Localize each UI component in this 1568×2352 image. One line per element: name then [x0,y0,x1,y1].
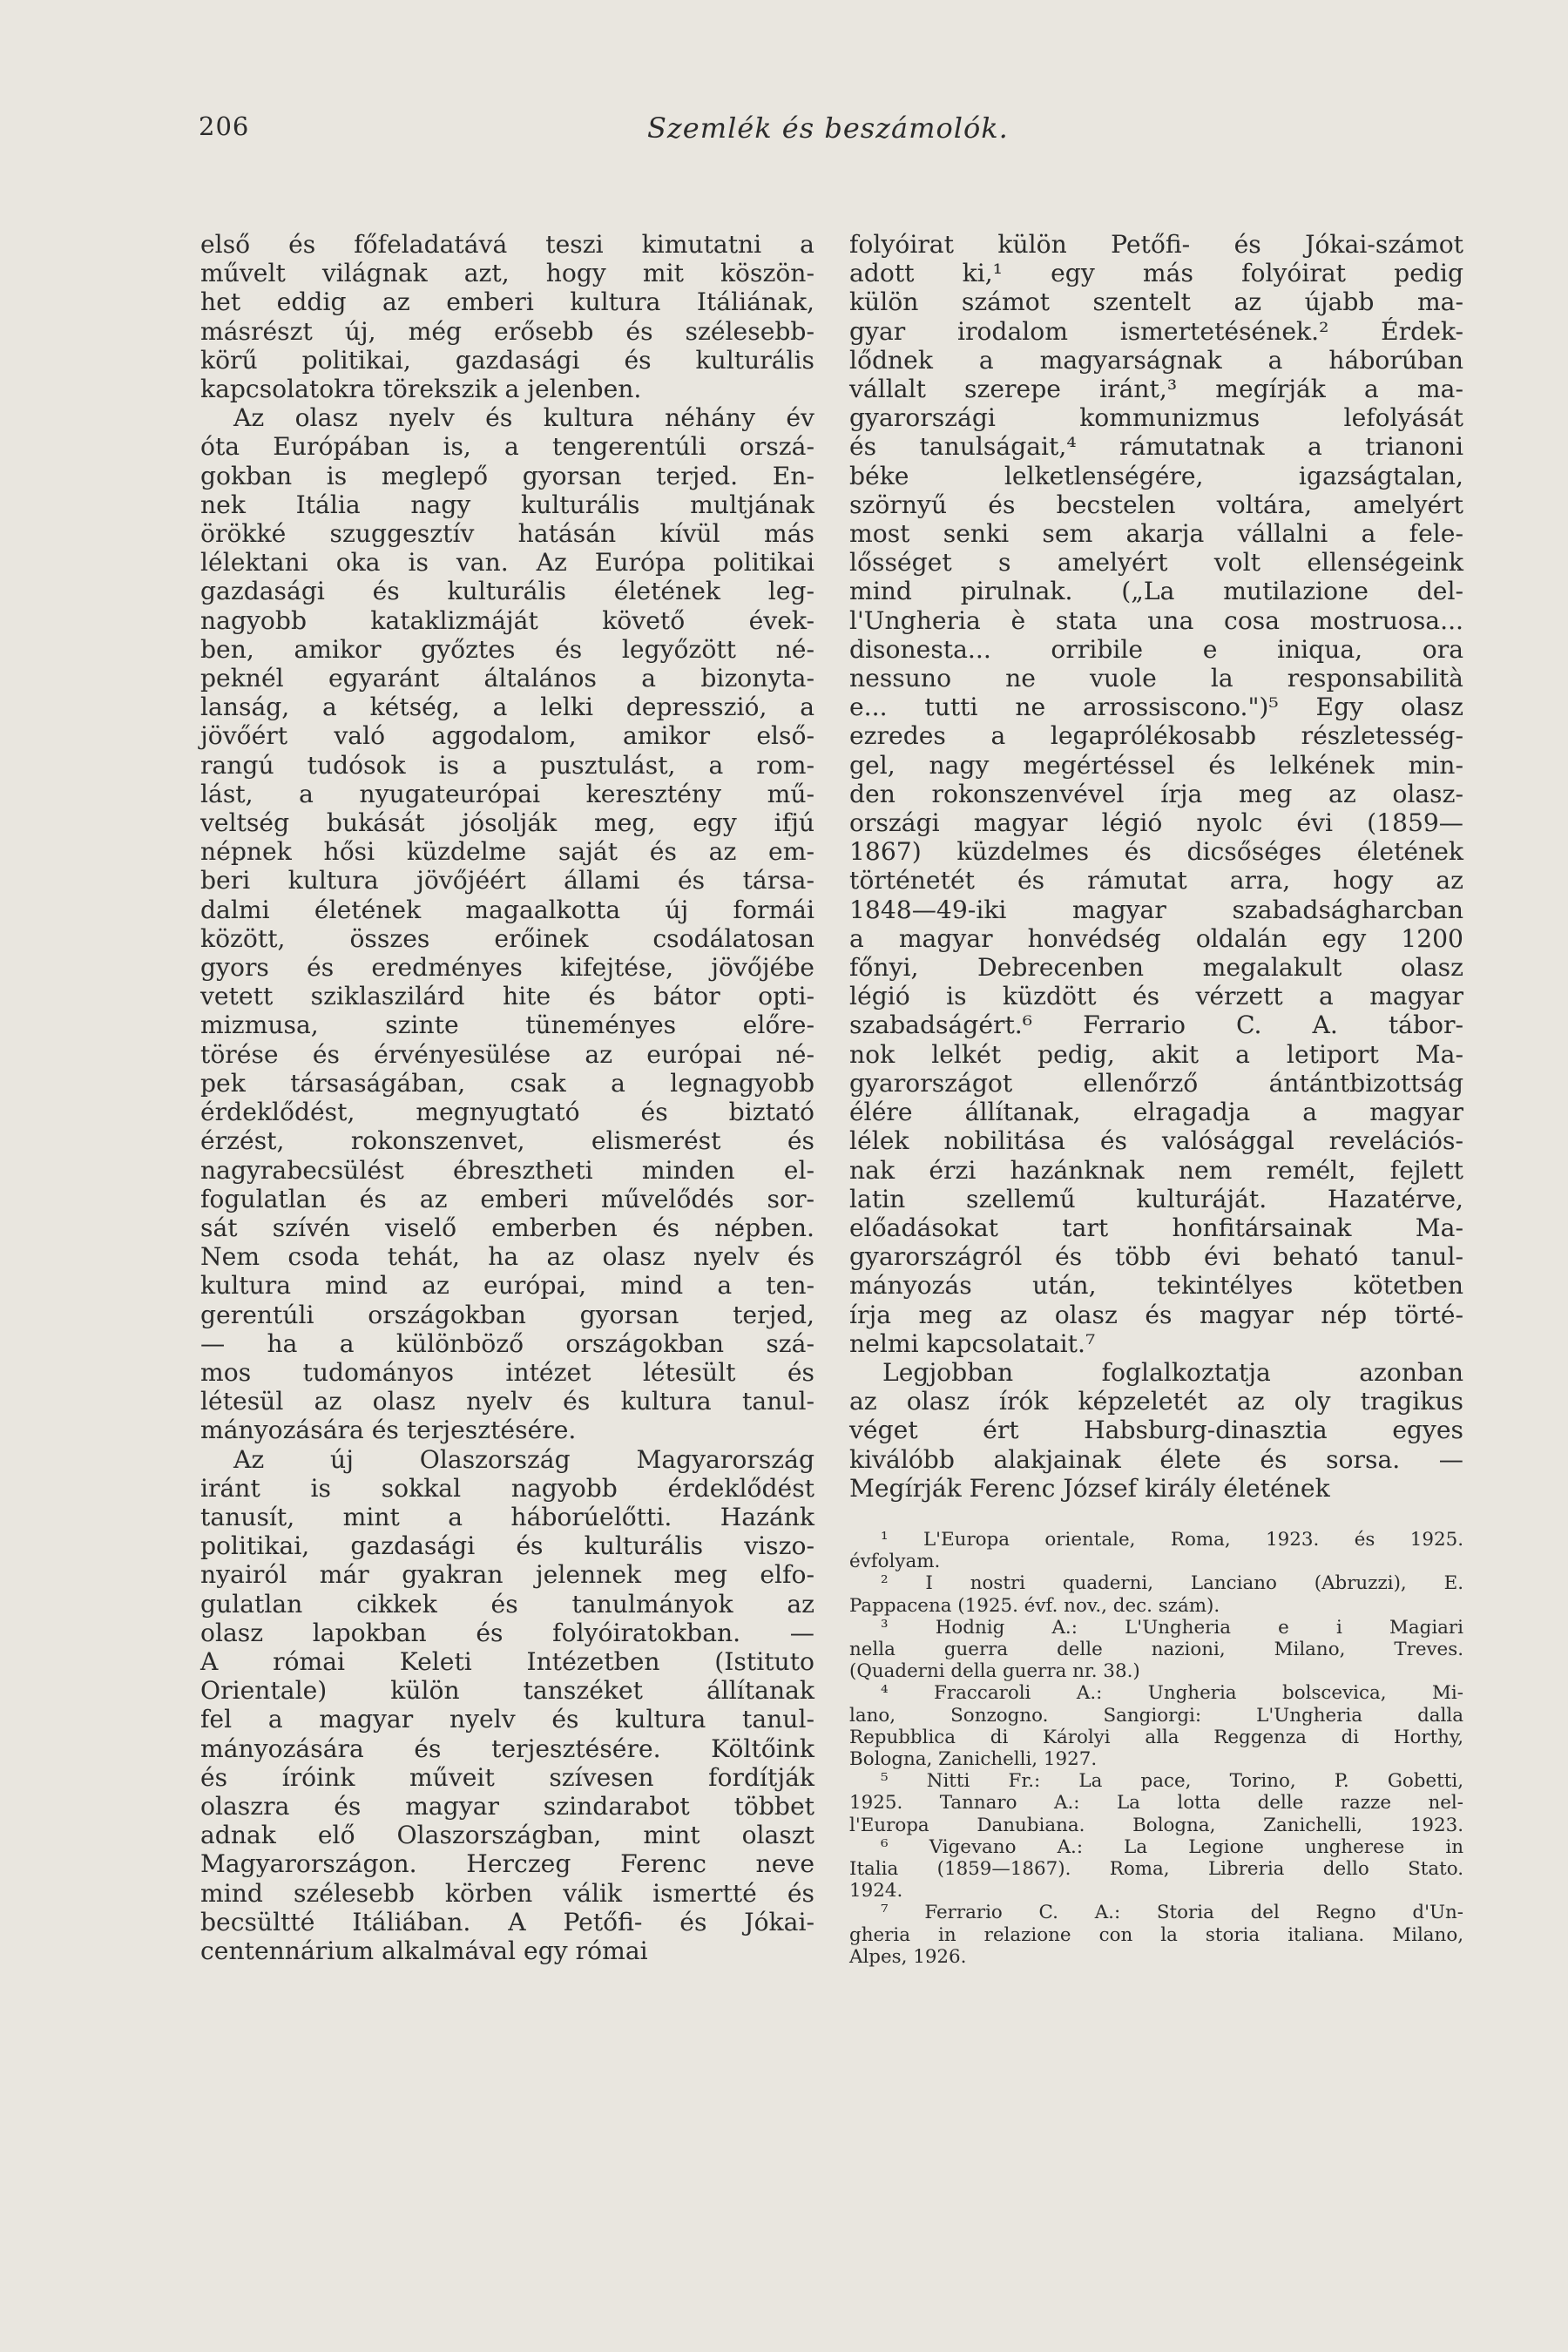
text-line: gyarországot ellenőrző ántántbizottság [849,1068,1463,1098]
text-line: folyóirat külön Petőfi- és Jókai-számot [849,230,1463,259]
footnote-line: 1925. Tannaro A.: La lotta delle razze nel- [849,1792,1463,1815]
text-line: gerentúli országokban gyorsan terjed, [200,1300,814,1329]
footnotes [849,1529,1463,1968]
running-title: Szemlék és beszámolók. [647,112,1009,145]
text-line: lélektani oka is van. Az Európa politikai [200,548,814,578]
text-line: gyarországi kommunizmus lefolyását [849,403,1463,433]
text-line: másrészt új, még erősebb és szélesebb- [200,316,814,346]
footnote-line: ⁴ Fraccaroli A.: Ungheria bolscevica, Mi- [881,1682,1463,1705]
text-line: latin szellemű kulturáját. Hazatérve, [849,1184,1463,1213]
text-line: létesül az olasz nyelv és kultura tanul- [200,1387,814,1416]
text-line: fogulatlan és az emberi művelődés sor- [200,1184,814,1213]
text-line: adott ki,¹ egy más folyóirat pedig [849,259,1463,288]
text-line: het eddig az emberi kultura Itáliának, [200,287,814,317]
footnote-line: Repubblica di Károlyi alla Reggenza di Horthy, [849,1726,1463,1748]
text-line: nek Itália nagy kulturális multjának [200,490,814,519]
footnote-line: ⁶ Vigevano A.: La Legione ungherese in [881,1835,1463,1858]
text-line: mizmusa, szinte tüneményes előre- [200,1010,814,1040]
text-line: nok lelkét pedig, akit a letiport Ma- [849,1039,1463,1069]
text-line: jövőért való aggodalom, amikor első- [200,721,814,751]
text-line: pek társaságában, csak a legnagyobb [200,1068,814,1098]
text-line: sát szívén viselő emberben és népben. [200,1213,814,1242]
text-line: lősséget s amelyért volt ellenségeink [849,548,1463,578]
text-line: első és főfeladatává teszi kimutatni a [200,230,814,259]
text-line: élére állítanak, elragadja a magyar [849,1098,1463,1127]
text-line: és íróink műveit szívesen fordítják [200,1762,814,1792]
text-line: a magyar honvédség oldalán egy 1200 [849,923,1463,953]
text-line: nyairól már gyakran jelennek meg elfo- [200,1560,814,1590]
text-line: ben, amikor győztes és legyőzött né- [200,634,814,664]
text-line: fel a magyar nyelv és kultura tanul- [200,1705,814,1734]
text-line: A római Keleti Intézetben (Istituto [200,1646,814,1676]
text-line: nak érzi hazánknak nem remélt, fejlett [849,1155,1463,1185]
text-line: dalmi életének magaalkotta új formái [200,895,814,924]
footnote-line: ² I nostri quaderni, Lanciano (Abruzzi), E. [881,1572,1463,1595]
text-line: között, összes erőinek csodálatosan [200,923,814,953]
text-line: vetett sziklaszilárd hite és bátor opti- [200,982,814,1011]
footnote-line: gheria in relazione con la storia italiana. Milano, [849,1923,1463,1946]
text-line: kultura mind az európai, mind a ten- [200,1271,814,1301]
footnote-line: lano, Sonzogno. Sangiorgi: L'Ungheria dalla [849,1704,1463,1727]
right-column-text [849,230,1463,1503]
text-line: Legjobban foglalkoztatja azonban [882,1357,1463,1387]
text-line: lélek nobilitása és valósággal revelációs- [849,1126,1463,1156]
text-line: légió is küzdött és vérzett a magyar [849,982,1463,1011]
text-line: törése és érvényesülése az európai né- [200,1039,814,1069]
text-line: mányozására és terjesztésére. Költőink [200,1734,814,1763]
text-line: Az új Olaszország Magyarország [233,1444,814,1474]
footnote-line: ¹ L'Europa orientale, Roma, 1923. és 1925. [881,1528,1463,1551]
text-line: — ha a különböző országokban szá- [200,1328,814,1358]
text-line: mányozására és terjesztésére. [200,1416,577,1445]
text-line: külön számot szentelt az újabb ma- [849,287,1463,317]
footnote-line: ⁵ Nitti Fr.: La pace, Torino, P. Gobetti, [881,1770,1463,1793]
text-line: nagyrabecsülést ébresztheti minden el- [200,1155,814,1185]
footnote-line: ³ Hodnig A.: L'Ungheria e i Magiari [881,1616,1463,1639]
text-line: becsültté Itáliában. A Petőfi- és Jókai- [200,1907,814,1936]
footnote-line: 1924. [849,1880,903,1903]
text-line: gazdasági és kulturális életének leg- [200,577,814,606]
page-number: 206 [199,112,250,141]
text-line: kiválóbb alakjainak élete és sorsa. — [849,1444,1463,1474]
text-line: peknél egyaránt általános a bizonyta- [200,664,814,693]
text-line: rangú tudósok is a pusztulást, a rom- [200,750,814,780]
text-line: gel, nagy megértéssel és lelkének min- [849,750,1463,780]
footnote-line: (Quaderni della guerra nr. 38.) [849,1660,1140,1683]
footnote-line: l'Europa Danubiana. Bologna, Zanichelli, 1923. [849,1814,1463,1836]
text-line: disonesta... orribile e iniqua, ora [849,634,1463,664]
text-line: országi magyar légió nyolc évi (1859— [849,808,1463,838]
footnote-line: Pappacena (1925. évf. nov., dec. szám). [849,1594,1220,1617]
text-line: centennárium alkalmával egy római [200,1936,648,1965]
text-line: nelmi kapcsolatait.⁷ [849,1328,1096,1358]
left-column-text [200,230,814,1965]
text-line: Megírják Ferenc József király életének [849,1473,1330,1503]
text-line: Orientale) külön tanszéket állítanak [200,1676,814,1706]
text-line: népnek hősi küzdelme saját és az em- [200,837,814,867]
text-line: 1848—49-iki magyar szabadságharcban [849,895,1463,924]
left-column [200,230,814,1965]
text-line: művelt világnak azt, hogy mit köszön- [200,259,814,288]
text-line: óta Európában is, a tengerentúli orszá- [200,432,814,462]
page-header [199,112,1453,153]
text-line: és tanulságait,⁴ rámutatnak a trianoni [849,432,1463,462]
text-line: Nem csoda tehát, ha az olasz nyelv és [200,1242,814,1272]
text-line: gyors és eredményes kifejtése, jövőjébe [200,953,814,983]
footnote-line: évfolyam. [849,1551,941,1573]
right-column [849,230,1463,1968]
text-line: körű politikai, gazdasági és kulturális [200,345,814,375]
text-line: olasz lapokban és folyóiratokban. — [200,1618,814,1647]
text-line: gulatlan cikkek és tanulmányok az [200,1589,814,1619]
text-line: írja meg az olasz és magyar nép törté- [849,1300,1463,1329]
text-line: beri kultura jövőjéért állami és társa- [200,866,814,896]
text-line: nessuno ne vuole la responsabilità [849,664,1463,693]
text-line: l'Ungheria è stata una cosa mostruosa... [849,605,1463,635]
footnote-line: nella guerra delle nazioni, Milano, Treves. [849,1638,1463,1660]
footnote-line: Alpes, 1926. [849,1945,967,1968]
footnote-line: ⁷ Ferrario C. A.: Storia del Regno d'Un- [881,1902,1463,1924]
text-line: nagyobb kataklizmáját követő évek- [200,605,814,635]
text-line: olaszra és magyar szindarabot többet [200,1791,814,1821]
text-line: béke lelketlenségére, igazságtalan, [849,461,1463,490]
text-line: tanusít, mint a háborúelőtti. Hazánk [200,1502,814,1531]
text-line: érzést, rokonszenvet, elismerést és [200,1126,814,1156]
text-line: mányozás után, tekintélyes kötetben [849,1271,1463,1301]
text-line: 1867) küzdelmes és dicsőséges életének [849,837,1463,867]
text-line: gyarországról és több évi beható tanul- [849,1242,1463,1272]
text-line: lődnek a magyarságnak a háborúban [849,345,1463,375]
text-line: szörnyű és becstelen voltára, amelyért [849,490,1463,519]
text-line: Magyarországon. Herczeg Ferenc neve [200,1849,814,1879]
text-line: gokban is meglepő gyorsan terjed. En- [200,461,814,490]
text-line: ezredes a legaprólékosabb részletesség- [849,721,1463,751]
text-line: mind pirulnak. („La mutilazione del- [849,577,1463,606]
text-line: mos tudományos intézet létesült és [200,1357,814,1387]
text-line: e... tutti ne arrossiscono.")⁵ Egy olasz [849,693,1463,722]
footnote-line: Bologna, Zanichelli, 1927. [849,1747,1098,1770]
text-line: mind szélesebb körben válik ismertté és [200,1878,814,1908]
text-line: iránt is sokkal nagyobb érdeklődést [200,1473,814,1503]
text-line: történetét és rámutat arra, hogy az [849,866,1463,896]
text-line: vállalt szerepe iránt,³ megírják a ma- [849,375,1463,404]
text-line: veltség bukását jósolják meg, egy ifjú [200,808,814,838]
text-line: örökké szuggesztív hatásán kívül más [200,519,814,549]
footnote-line: Italia (1859—1867). Roma, Libreria dello Stato. [849,1857,1463,1880]
text-line: érdeklődést, megnyugtató és biztató [200,1098,814,1127]
text-line: politikai, gazdasági és kulturális viszo- [200,1531,814,1561]
text-line: adnak elő Olaszországban, mint olaszt [200,1821,814,1850]
text-line: most senki sem akarja vállalni a fele- [849,519,1463,549]
text-line: lást, a nyugateurópai keresztény mű- [200,779,814,808]
text-line: lanság, a kétség, a lelki depresszió, a [200,693,814,722]
text-line: az olasz írók képzeletét az oly tragikus [849,1387,1463,1416]
text-line: előadásokat tart honfitársainak Ma- [849,1213,1463,1242]
text-line: véget ért Habsburg-dinasztia egyes [849,1416,1463,1445]
text-line: gyar irodalom ismertetésének.² Érdek- [849,316,1463,346]
text-line: szabadságért.⁶ Ferrario C. A. tábor- [849,1010,1463,1040]
text-line: Az olasz nyelv és kultura néhány év [233,403,814,433]
text-line: kapcsolatokra törekszik a jelenben. [200,375,642,404]
text-line: főnyi, Debrecenben megalakult olasz [849,953,1463,983]
text-line: den rokonszenvével írja meg az olasz- [849,779,1463,808]
